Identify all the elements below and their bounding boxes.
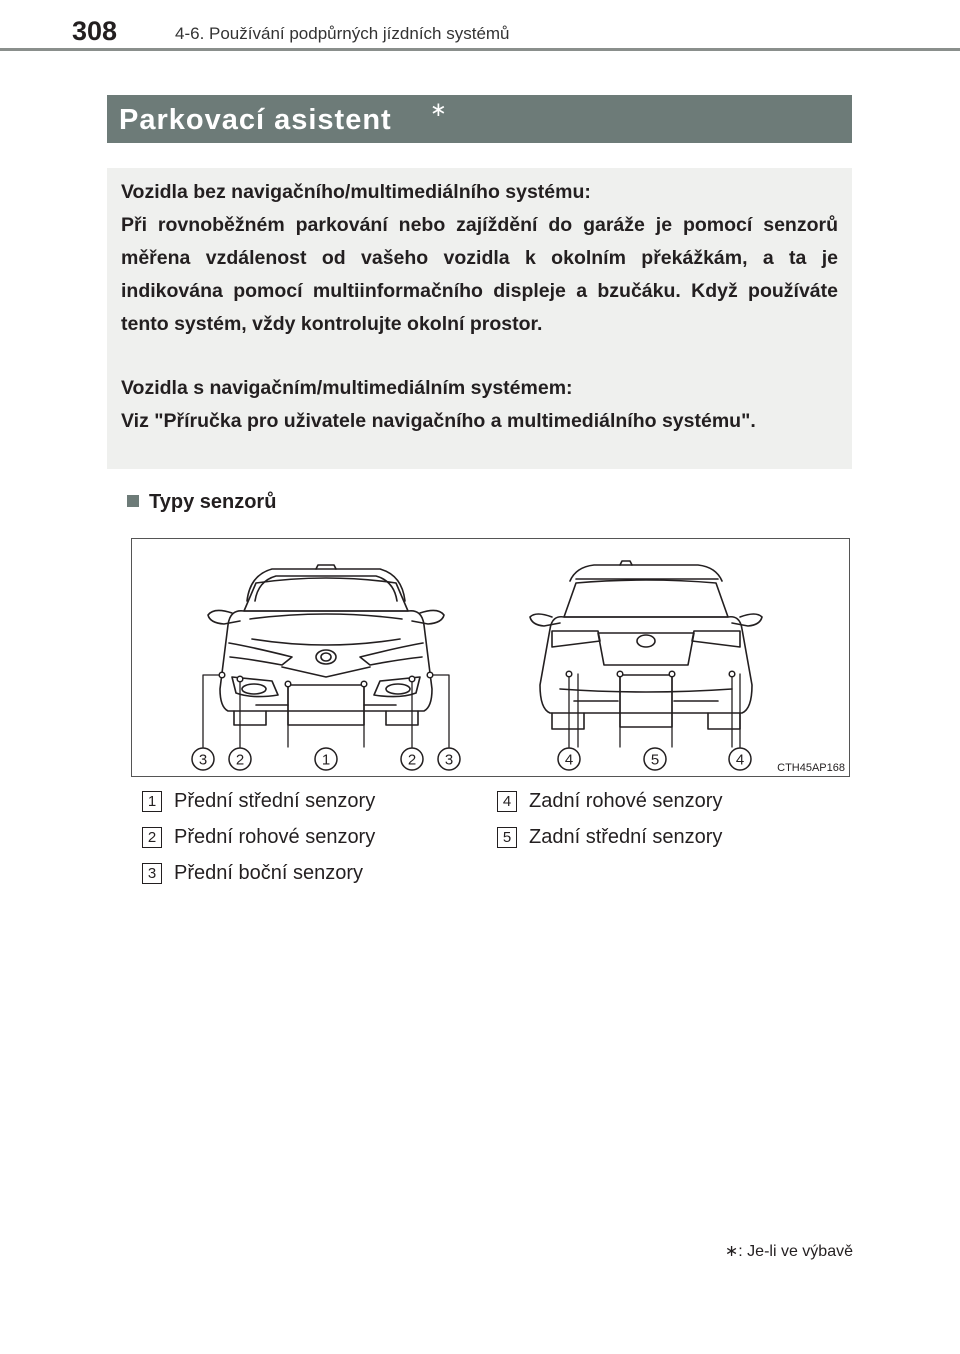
- section-title-bar: [107, 95, 852, 143]
- rear-car-illustration: [530, 561, 762, 729]
- section-title: Parkovací asistent: [119, 104, 392, 136]
- legend-number: 5: [497, 827, 517, 848]
- intro-text-without-nav: Při rovnoběžném parkování nebo zajíždění do garáže je pomocí senzorů měřena vzdálenost od vašeho vozidla k okolním překážkám, a ta je indikována pomocí multiinformačního displeje a bzučáku. Když používáte tento systém, vždy kontrolujte okolní prostor.: [121, 214, 838, 335]
- legend-item: [142, 862, 363, 885]
- figure-code: CTH45AP168: [777, 762, 845, 774]
- legend-number: 3: [142, 863, 162, 884]
- legend-item: [142, 826, 375, 849]
- callout-front-side-left: 3: [198, 751, 208, 769]
- sensor-figure: [131, 538, 850, 777]
- callout-front-center: 1: [321, 751, 331, 769]
- asterisk-icon: ∗: [724, 1243, 739, 1260]
- legend-label: Přední boční senzory: [174, 862, 363, 884]
- chapter-title: 4-6. Používání podpůrných jízdních systémů: [175, 24, 510, 43]
- legend-item: [497, 826, 722, 849]
- asterisk-icon: ∗: [430, 99, 447, 121]
- front-car-illustration: [208, 565, 444, 725]
- callout-rear-corner-right: 4: [735, 751, 745, 769]
- subsection-heading-text: Typy senzorů: [149, 491, 277, 513]
- footnote-text: : Je-li ve výbavě: [738, 1243, 853, 1260]
- intro-text-with-nav: Viz "Příručka pro uživatele navigačního a multimediálního systému".: [121, 410, 756, 432]
- intro-box: [107, 168, 852, 469]
- callout-front-side-right: 3: [444, 751, 454, 769]
- callout-front-corner-left: 2: [235, 751, 245, 769]
- callout-front-corner-right: 2: [407, 751, 417, 769]
- square-bullet-icon: [127, 495, 139, 507]
- subsection-heading: [127, 491, 276, 514]
- page-number: 308: [72, 16, 118, 46]
- legend-number: 4: [497, 791, 517, 812]
- sensor-illustration: [132, 539, 848, 775]
- intro-heading-without-nav: Vozidla bez navigačního/multimediálního systému:: [121, 181, 591, 203]
- legend-number: 2: [142, 827, 162, 848]
- intro-heading-with-nav: Vozidla s navigačním/multimediálním systémem:: [121, 377, 573, 399]
- legend-label: Přední rohové senzory: [174, 826, 376, 848]
- footnote: [725, 1241, 853, 1261]
- legend-number: 1: [142, 791, 162, 812]
- callout-rear-center: 5: [650, 751, 660, 769]
- legend-item: [497, 790, 722, 813]
- legend-item: [142, 790, 375, 813]
- callout-rear-corner-left: 4: [564, 751, 574, 769]
- legend-label: Přední střední senzory: [174, 790, 376, 812]
- legend-label: Zadní rohové senzory: [529, 790, 723, 812]
- legend-label: Zadní střední senzory: [529, 826, 723, 848]
- header-divider: [0, 48, 960, 51]
- rear-sensor-leaders: [569, 674, 740, 747]
